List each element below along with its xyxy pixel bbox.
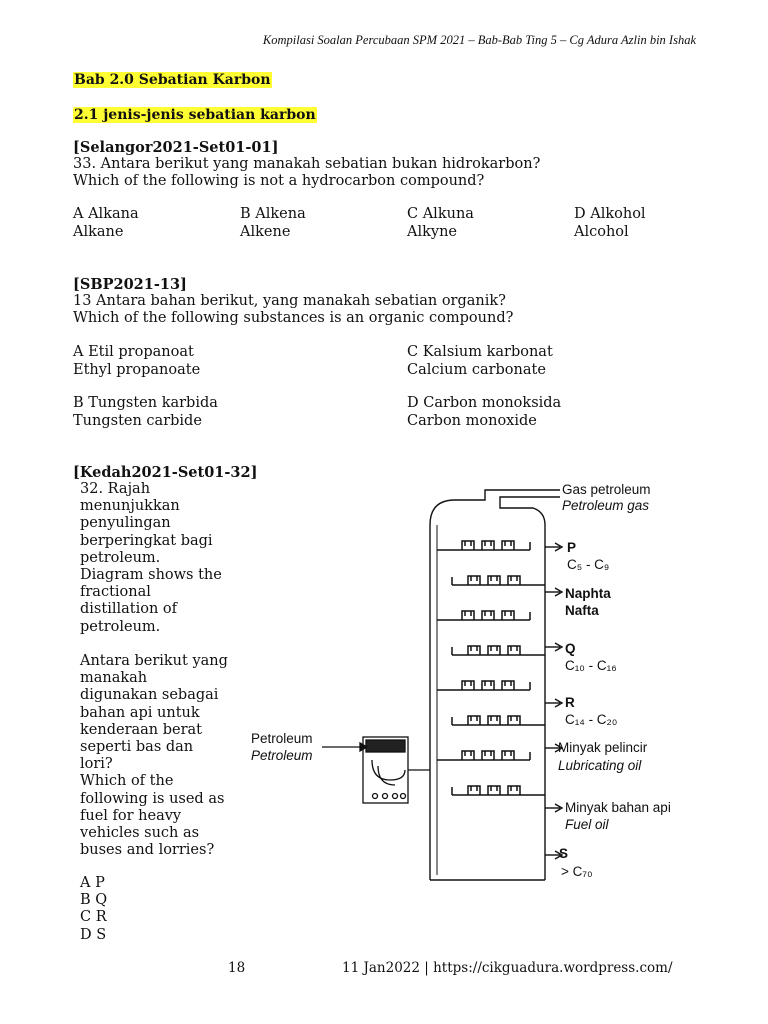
label-fuel-ms: Minyak bahan api: [565, 800, 671, 815]
q2-question-en: Which of the following substances is an organic compound?: [73, 310, 514, 326]
q2-option-b: B Tungsten karbida Tungsten carbide: [73, 395, 218, 429]
label-naphta: Naphta: [565, 586, 611, 601]
q1-option-a: A Alkana Alkane: [73, 206, 139, 240]
label-lub-en: Lubricating oil: [558, 758, 642, 773]
q1-option-c: C Alkuna Alkyne: [407, 206, 474, 240]
furnace: [363, 737, 430, 803]
label-s-range: > C₇₀: [561, 864, 593, 879]
q1-question-en: Which of the following is not a hydrocarbon compound?: [73, 173, 485, 189]
label-gas-ms: Gas petroleum: [562, 482, 651, 497]
label-p: P: [567, 540, 577, 555]
label-gas-en: Petroleum gas: [562, 498, 650, 513]
chapter-title: Bab 2.0 Sebatian Karbon: [74, 72, 271, 88]
q1-option-b: B Alkena Alkene: [240, 206, 306, 240]
tray: [452, 716, 545, 725]
section-title: 2.1 jenis-jenis sebatian karbon: [74, 107, 316, 123]
tray: [452, 786, 545, 795]
label-feed-ms: Petroleum: [251, 731, 313, 746]
q2-question-ms: 13 Antara bahan berikut, yang manakah sebatian organik?: [73, 293, 506, 309]
label-p-range: C₅ - C₉: [567, 557, 610, 572]
label-r-range: C₁₄ - C₂₀: [565, 712, 618, 727]
label-fuel-en: Fuel oil: [565, 817, 609, 832]
label-s: S: [559, 846, 569, 861]
label-r: R: [565, 695, 575, 710]
q2-option-d: D Carbon monoksida Carbon monoxide: [407, 395, 562, 429]
q3-question: Antara berikut yang manakah digunakan sebagai bahan api untuk kenderaan berat seperti bas dan lori? Which of the following is used as fuel for heavy vehicles such as buses and lorries?: [80, 653, 228, 859]
tray: [452, 646, 545, 655]
q3-option-d: D S: [80, 926, 107, 943]
label-q: Q: [565, 641, 576, 656]
tray: [452, 576, 545, 585]
q3-option-a: A P: [80, 875, 105, 891]
page-number: 18: [228, 960, 246, 976]
q3-source: [Kedah2021-Set01-32]: [73, 464, 258, 481]
page-header: Kompilasi Soalan Percubaan SPM 2021 – Bab-Bab Ting 5 – Cg Adura Azlin bin Ishak: [262, 33, 696, 47]
q2-option-a: A Etil propanoat Ethyl propanoate: [73, 344, 201, 378]
q1-source: [Selangor2021-Set01-01]: [73, 139, 279, 156]
q3-option-c: C R: [80, 909, 107, 926]
q3-stem: 32. Rajah menunjukkan penyulingan berperingkat bagi petroleum. Diagram shows the fractional distillation of petroleum.: [80, 481, 222, 635]
label-feed-en: Petroleum: [251, 748, 313, 763]
tray: [437, 681, 530, 690]
column-trays: [437, 541, 545, 795]
label-q-range: C₁₀ - C₁₆: [565, 658, 617, 673]
q1-question-ms: 33. Antara berikut yang manakah sebatian bukan hidrokarbon?: [73, 156, 541, 172]
tray: [437, 541, 530, 550]
q1-option-d: D Alkohol Alcohol: [574, 206, 646, 240]
q2-source: [SBP2021-13]: [73, 276, 187, 293]
q3-option-b: B Q: [80, 892, 108, 909]
tray: [437, 751, 530, 760]
tray: [437, 611, 530, 620]
footer-text: 11 Jan2022 | https://cikguadura.wordpress.com/: [342, 960, 673, 976]
label-lub-ms: Minyak pelincir: [558, 740, 648, 755]
q2-option-c: C Kalsium karbonat Calcium carbonate: [407, 344, 553, 378]
label-nafta: Nafta: [565, 603, 599, 618]
